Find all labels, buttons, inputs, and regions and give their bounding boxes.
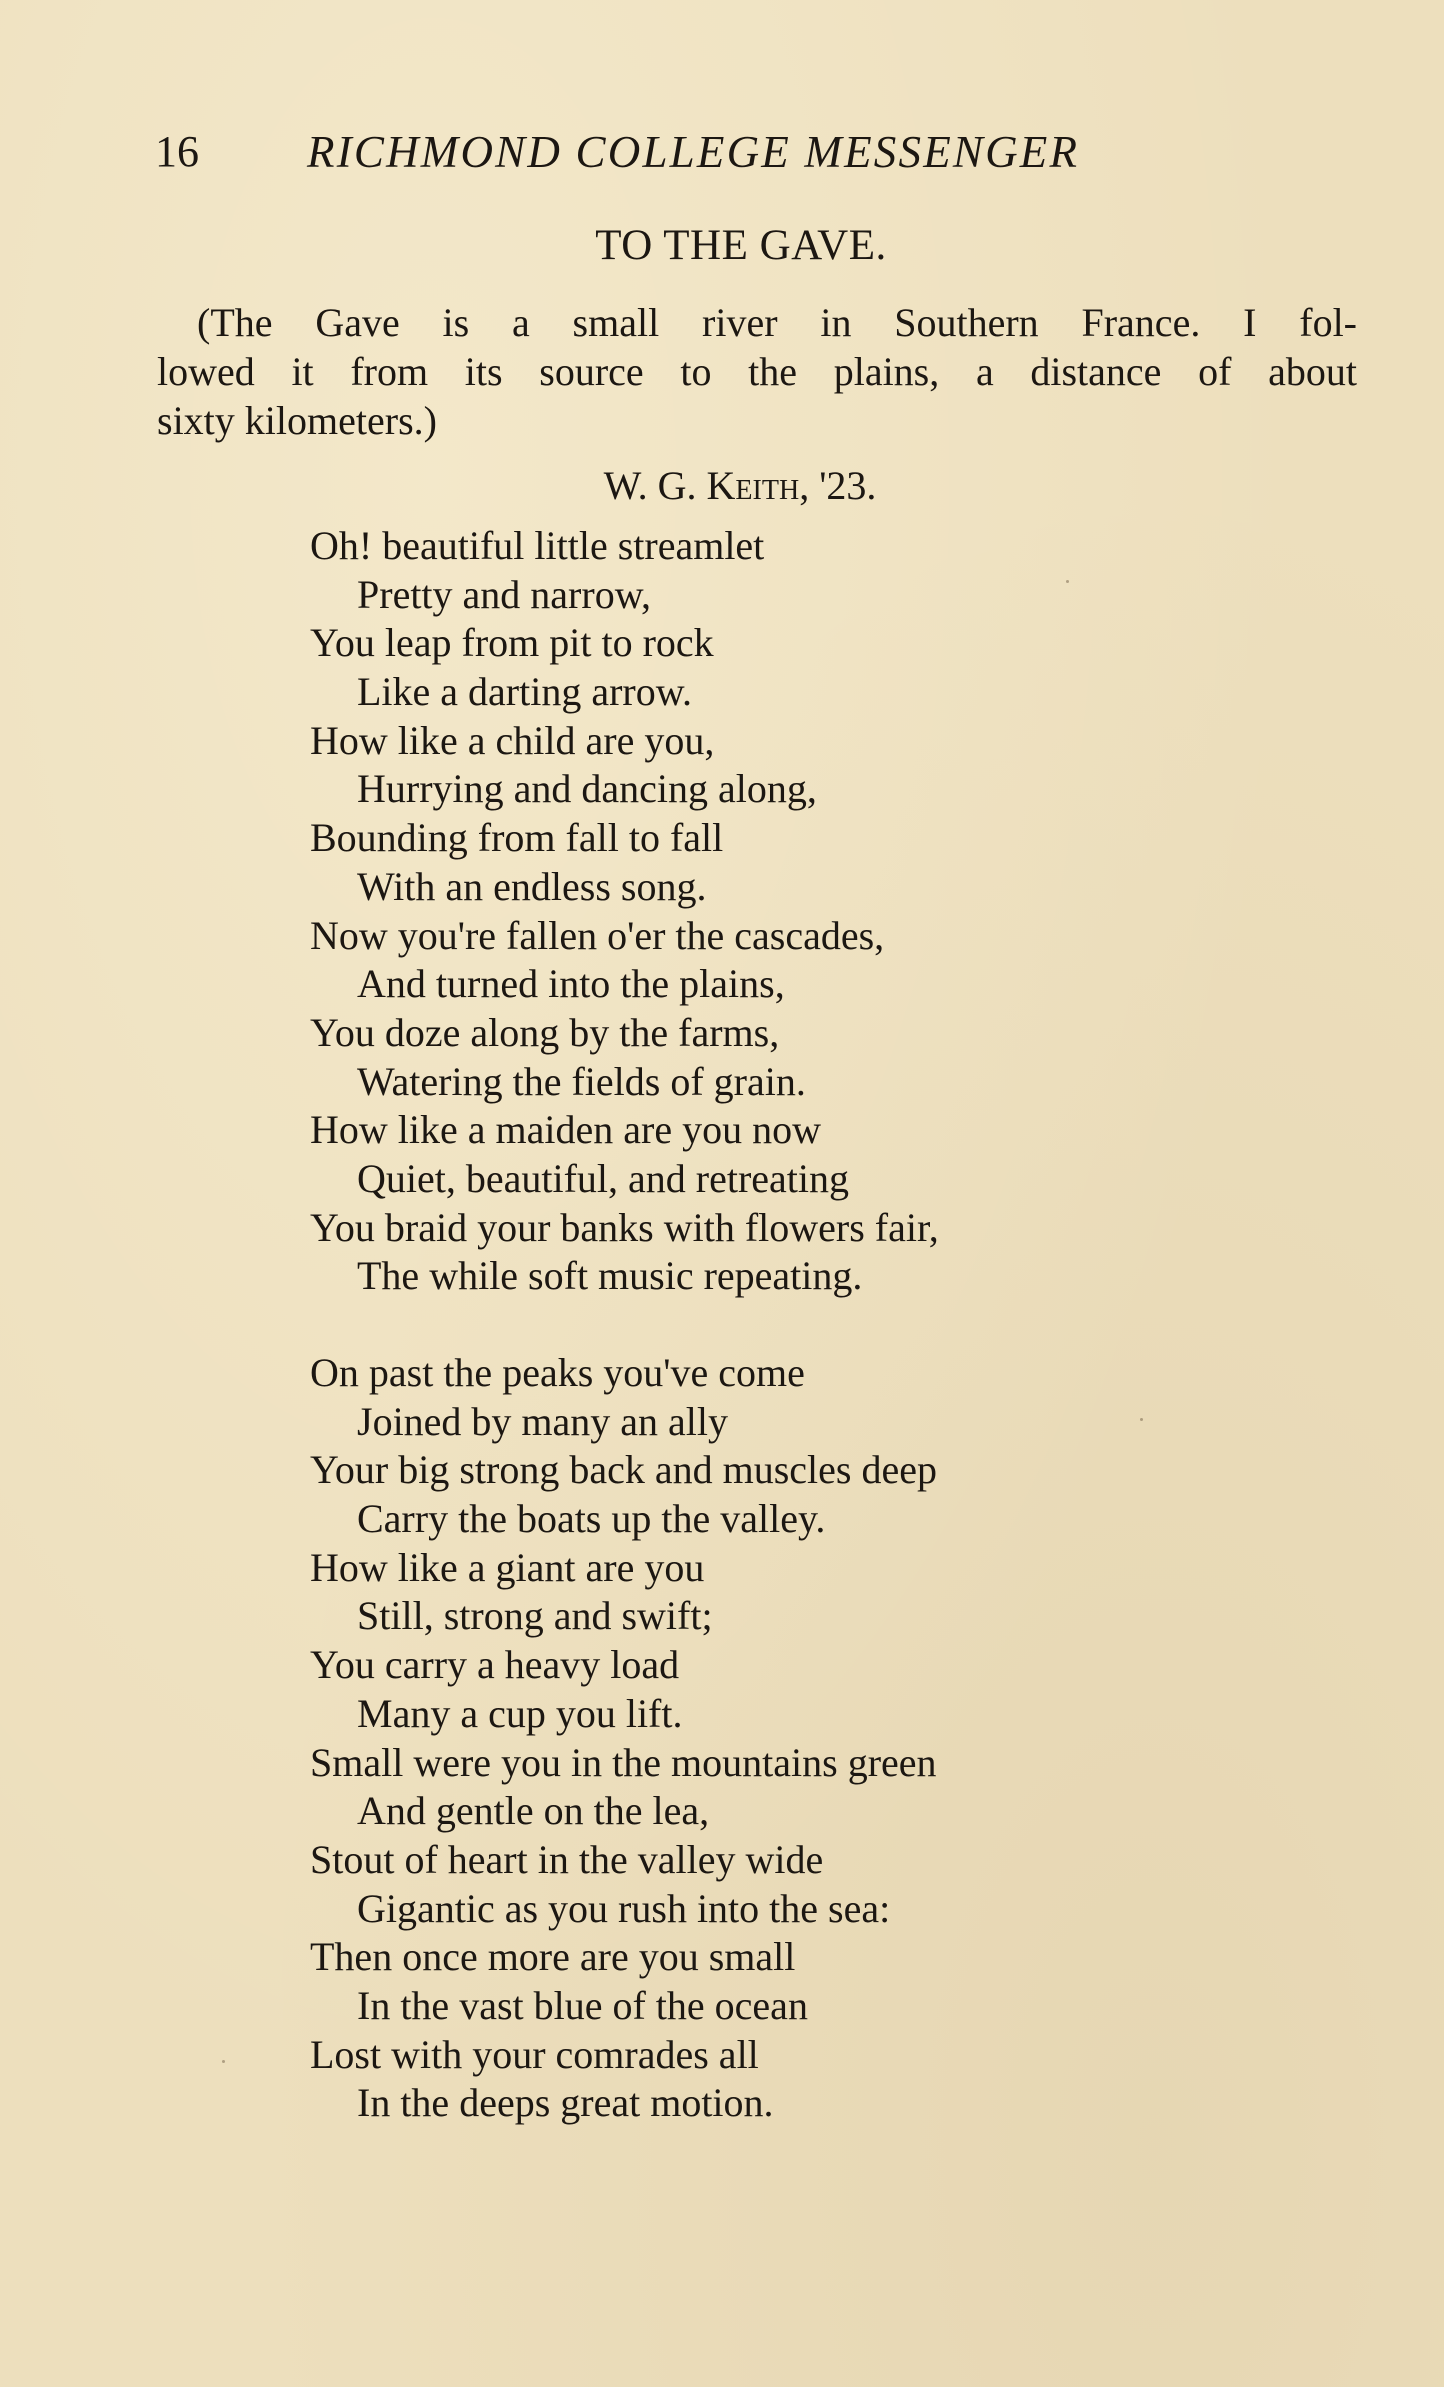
verse-line: Lost with your comrades all xyxy=(310,2031,759,2077)
verse-line: Carry the boats up the valley. xyxy=(357,1496,826,1542)
verse-line: Gigantic as you rush into the sea: xyxy=(357,1885,891,1931)
verse-line: In the vast blue of the ocean xyxy=(357,1982,808,2028)
author-surname: Keith xyxy=(706,463,800,508)
paper-speck xyxy=(1066,580,1069,583)
verse-line: Stout of heart in the valley wide xyxy=(310,1836,824,1882)
verse-line: Like a darting arrow. xyxy=(357,669,693,715)
verse-line: In the deeps great motion. xyxy=(357,2080,774,2126)
verse-line: Watering the fields of grain. xyxy=(357,1058,806,1104)
verse-line: How like a giant are you xyxy=(310,1544,705,1590)
verse-line: Joined by many an ally xyxy=(357,1398,729,1444)
poem-title: TO THE GAVE. xyxy=(595,222,887,269)
verse-line: Hurrying and dancing along, xyxy=(357,766,817,812)
verse-line: How like a child are you, xyxy=(310,717,715,763)
verse-line: You doze along by the farms, xyxy=(310,1009,780,1055)
verse-line: Pretty and narrow, xyxy=(357,571,651,617)
author-class-year: , '23. xyxy=(799,463,877,508)
headnote-line: sixty kilometers.) xyxy=(157,398,437,443)
poem-body xyxy=(310,522,1310,2128)
paper-speck xyxy=(222,2060,225,2063)
author-byline xyxy=(0,460,1444,512)
verse-line: Oh! beautiful little streamlet xyxy=(310,523,765,568)
verse-line: On past the peaks you've come xyxy=(310,1350,805,1395)
headnote-line: lowed it from its source to the plains, a distance of about xyxy=(157,349,1357,394)
running-head xyxy=(155,122,1195,182)
verse-line: Small were you in the mountains green xyxy=(310,1739,937,1785)
page-number: 16 xyxy=(155,127,199,176)
verse-line: Many a cup you lift. xyxy=(357,1690,683,1736)
verse-line: The while soft music repeating. xyxy=(357,1253,863,1299)
verse-line: You braid your banks with flowers fair, xyxy=(310,1204,939,1250)
author-initials: W. G. xyxy=(603,463,707,508)
journal-title: RICHMOND COLLEGE MESSENGER xyxy=(307,127,1080,177)
verse-line: You carry a heavy load xyxy=(310,1642,680,1688)
verse-line: Your big strong back and muscles deep xyxy=(310,1447,937,1493)
paper-speck xyxy=(1140,1418,1143,1421)
headnote xyxy=(157,298,1357,445)
verse-line: Bounding from fall to fall xyxy=(310,815,724,861)
verse-line: You leap from pit to rock xyxy=(310,620,714,666)
headnote-line: (The Gave is a small river in Southern France. I fol- xyxy=(197,300,1357,345)
verse-line: Then once more are you small xyxy=(310,1934,796,1980)
stanza xyxy=(310,522,1310,1301)
verse-line: And turned into the plains, xyxy=(357,961,785,1007)
verse-line: Still, strong and swift; xyxy=(357,1593,713,1639)
verse-line: How like a maiden are you now xyxy=(310,1107,821,1153)
verse-line: And gentle on the lea, xyxy=(357,1788,710,1834)
verse-line: Now you're fallen o'er the cascades, xyxy=(310,912,885,958)
verse-line: Quiet, beautiful, and retreating xyxy=(357,1155,850,1201)
verse-line: With an endless song. xyxy=(357,863,707,909)
stanza xyxy=(310,1349,1310,2128)
